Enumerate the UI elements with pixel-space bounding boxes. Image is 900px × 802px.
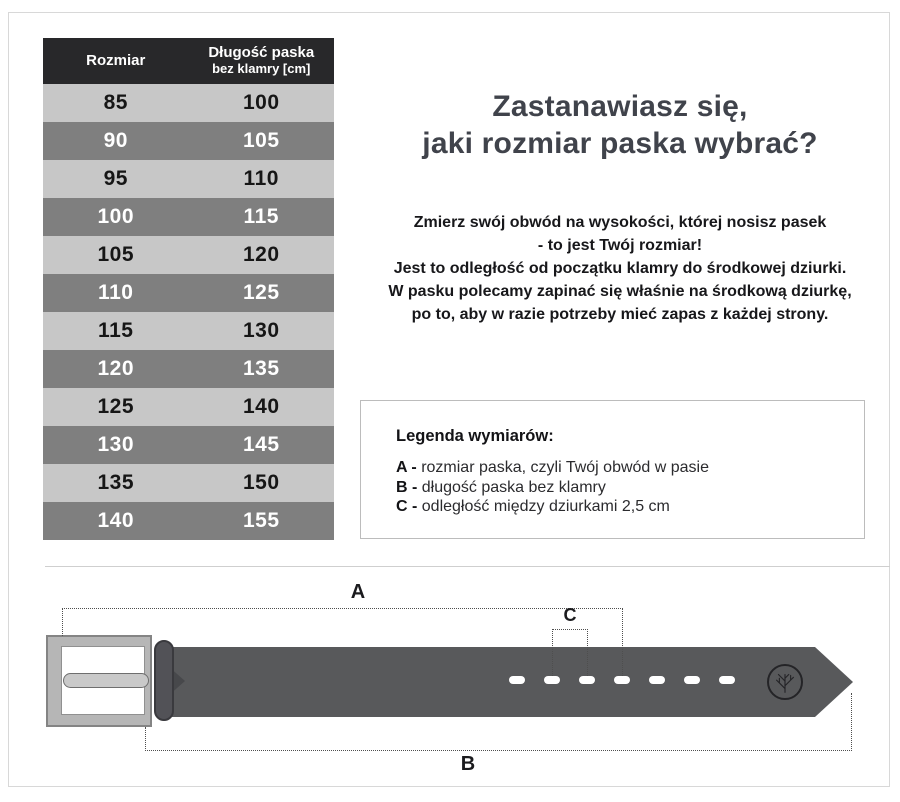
dim-c-line (552, 629, 588, 630)
dim-c-right-tick (587, 629, 588, 676)
legend-box (360, 400, 865, 539)
intro-text-line: Zmierz swój obwód na wysokości, której nosisz pasek (413, 214, 827, 231)
table-row: 135 150 (43, 464, 334, 502)
legend-title: Legenda wymiarów: (396, 427, 554, 445)
page-title-line1: Zastanawiasz się, (492, 90, 748, 123)
dim-label-a: A (350, 581, 366, 603)
dim-a-right-tick (622, 608, 623, 676)
intro-text (352, 211, 888, 326)
dim-label-b: B (460, 753, 476, 775)
tree-icon (770, 667, 800, 697)
belt-hole (579, 676, 595, 684)
table-row: 100 115 (43, 198, 334, 236)
belt-hole (684, 676, 700, 684)
belt-buckle-prong (63, 673, 149, 688)
table-row: 140 155 (43, 502, 334, 540)
page-title-line2: jaki rozmiar paska wybrać? (422, 127, 818, 160)
col-header-dlugosc (189, 38, 335, 84)
table-row: 105 120 (43, 236, 334, 274)
dim-a-line (62, 608, 623, 609)
table-row: 95 110 (43, 160, 334, 198)
col-header-rozmiar: Rozmiar (86, 52, 146, 69)
page-title (350, 88, 890, 162)
belt-strap (164, 647, 853, 717)
intro-text-line: po to, aby w razie potrzeby mieć zapas z każdej strony. (411, 306, 829, 323)
table-row: 90 105 (43, 122, 334, 160)
table-row: 120 135 (43, 350, 334, 388)
intro-text-line: - to jest Twój rozmiar! (537, 237, 703, 254)
intro-text-line: Jest to odległość od początku klamry do środkowej dziurki. (393, 260, 847, 277)
legend-item-a: A - rozmiar paska, czyli Twój obwód w pasie (396, 459, 710, 476)
belt-loop (154, 640, 174, 721)
table-row: 110 125 (43, 274, 334, 312)
dim-c-left-tick (552, 629, 553, 676)
dim-a-left-tick (62, 608, 63, 636)
dim-b-line (145, 750, 852, 751)
table-row: 115 130 (43, 312, 334, 350)
belt-hole (614, 676, 630, 684)
brand-stamp (767, 664, 803, 700)
intro-text-line: W pasku polecamy zapinać się właśnie na środkową dziurkę, (388, 283, 852, 300)
table-row: 130 145 (43, 426, 334, 464)
size-table-body (43, 84, 334, 540)
dim-label-c: C (563, 605, 577, 625)
belt-hole (719, 676, 735, 684)
legend-item-c: C - odległość między dziurkami 2,5 cm (396, 498, 670, 515)
table-row: 85 100 (43, 84, 334, 122)
dim-b-left-tick (145, 727, 146, 751)
col-header-dlugosc-line1: Długość paska (208, 44, 315, 61)
belt-hole (544, 676, 560, 684)
divider-line (45, 566, 890, 567)
col-header-dlugosc-line2: bez klamry [cm] (212, 61, 311, 76)
size-table (43, 38, 334, 540)
belt-hole (649, 676, 665, 684)
table-row: 125 140 (43, 388, 334, 426)
legend-item-b: B - długość paska bez klamry (396, 478, 606, 496)
dim-b-right-tick (851, 693, 852, 751)
belt-hole (509, 676, 525, 684)
size-table-header (43, 38, 334, 84)
